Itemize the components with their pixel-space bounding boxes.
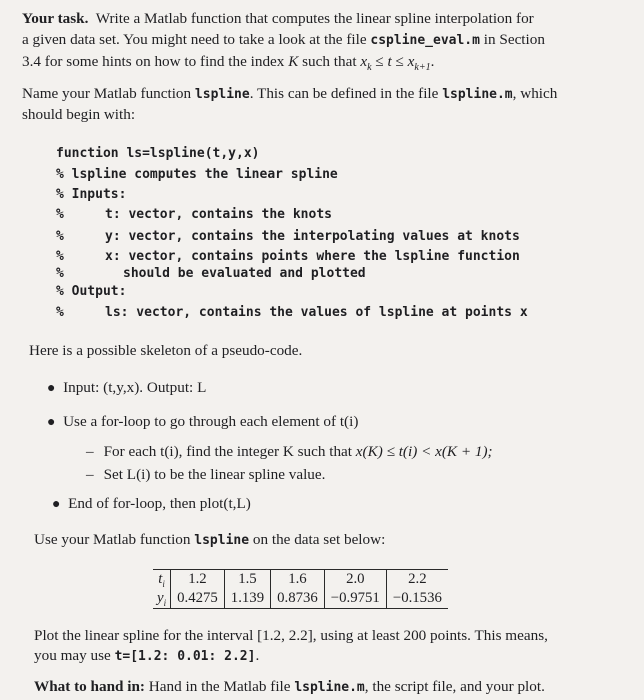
code-line: y: vector, contains the interpolating values at knots [105,229,520,244]
code-line: % [56,229,64,244]
table-cell: 1.5 [224,570,270,590]
task-line-1: Your task. Write a Matlab function that computes the linear spline interpolation for [22,10,534,27]
code-line: % Output: [56,284,127,299]
table-cell: 0.4275 [171,589,225,609]
table-row [153,570,448,590]
function-file: lspline.m [442,87,513,102]
code-line: % lspline computes the linear spline [56,167,338,182]
data-table [153,569,448,609]
table-header: $t_i$ [153,570,171,590]
handin-label: What to hand in: [34,678,145,695]
code-line: % [56,249,64,264]
usage-line: Use your Matlab function lspline on the data set below: [34,531,386,548]
code-line: function ls=lspline(t,y,x) [56,146,260,161]
table-cell: −0.9751 [324,589,386,609]
handin-line: What to hand in: Hand in the Matlab file lspline.m, the script file, and your plot. [34,678,545,695]
task-line-5: should begin with: [22,106,136,123]
handin-file: lspline.m [294,680,365,695]
code-line: % Inputs: [56,187,127,202]
bullet-item: ● Input: (t,y,x). Output: L [47,379,207,396]
table-cell: 2.0 [324,570,386,590]
skeleton-intro: Here is a possible skeleton of a pseudo-code. [29,342,303,359]
table-cell: 0.8736 [271,589,325,609]
code-line: % [56,305,64,320]
table-cell: 1.139 [224,589,270,609]
task-line-4: Name your Matlab function lspline. This can be defined in the file lspline.m, which [22,85,558,102]
sub-bullet-item: – For each t(i), find the integer K such that x(K) ≤ t(i) < x(K + 1); [86,443,493,460]
table-header: $y_i$ [153,589,171,609]
code-line: % [56,266,64,281]
function-name: lspline [194,533,250,548]
bullet-item: ● Use a for-loop to go through each element of t(i) [47,413,359,430]
plot-line-2: you may use t=[1.2: 0.01: 2.2]. [34,647,260,664]
bullet-icon: ● [47,415,56,430]
bullet-icon: ● [47,381,56,396]
task-line-2: a given data set. You might need to take a look at the file cspline_eval.m in Section [22,31,545,48]
code-line: should be evaluated and plotted [123,266,366,281]
table-cell: −0.1536 [386,589,448,609]
table-cell: 1.6 [271,570,325,590]
task-line-3: 3.4 for some hints on how to find the index K such that $x_k \le t \le x_{k+1}$. [22,53,435,74]
plot-line-1: Plot the linear spline for the interval [1.2, 2.2], using at least 200 points. This means, [34,627,548,644]
table-row [153,589,448,609]
file-cspline: cspline_eval.m [370,33,480,48]
code-line: ls: vector, contains the values of lspline at points x [105,305,528,320]
code-line: t: vector, contains the knots [105,207,332,222]
dash-icon: – [86,466,94,483]
bullet-icon: ● [52,497,61,512]
code-line: % [56,207,64,222]
table-cell: 1.2 [171,570,225,590]
code-inline: t=[1.2: 0.01: 2.2] [114,649,256,664]
table-cell: 2.2 [386,570,448,590]
function-name: lspline [194,87,250,102]
dash-icon: – [86,443,94,460]
code-line: x: vector, contains points where the lspline function [105,249,520,264]
task-heading: Your task. [22,10,89,27]
bullet-item: ● End of for-loop, then plot(t,L) [52,495,251,512]
sub-bullet-item: – Set L(i) to be the linear spline value. [86,466,326,483]
